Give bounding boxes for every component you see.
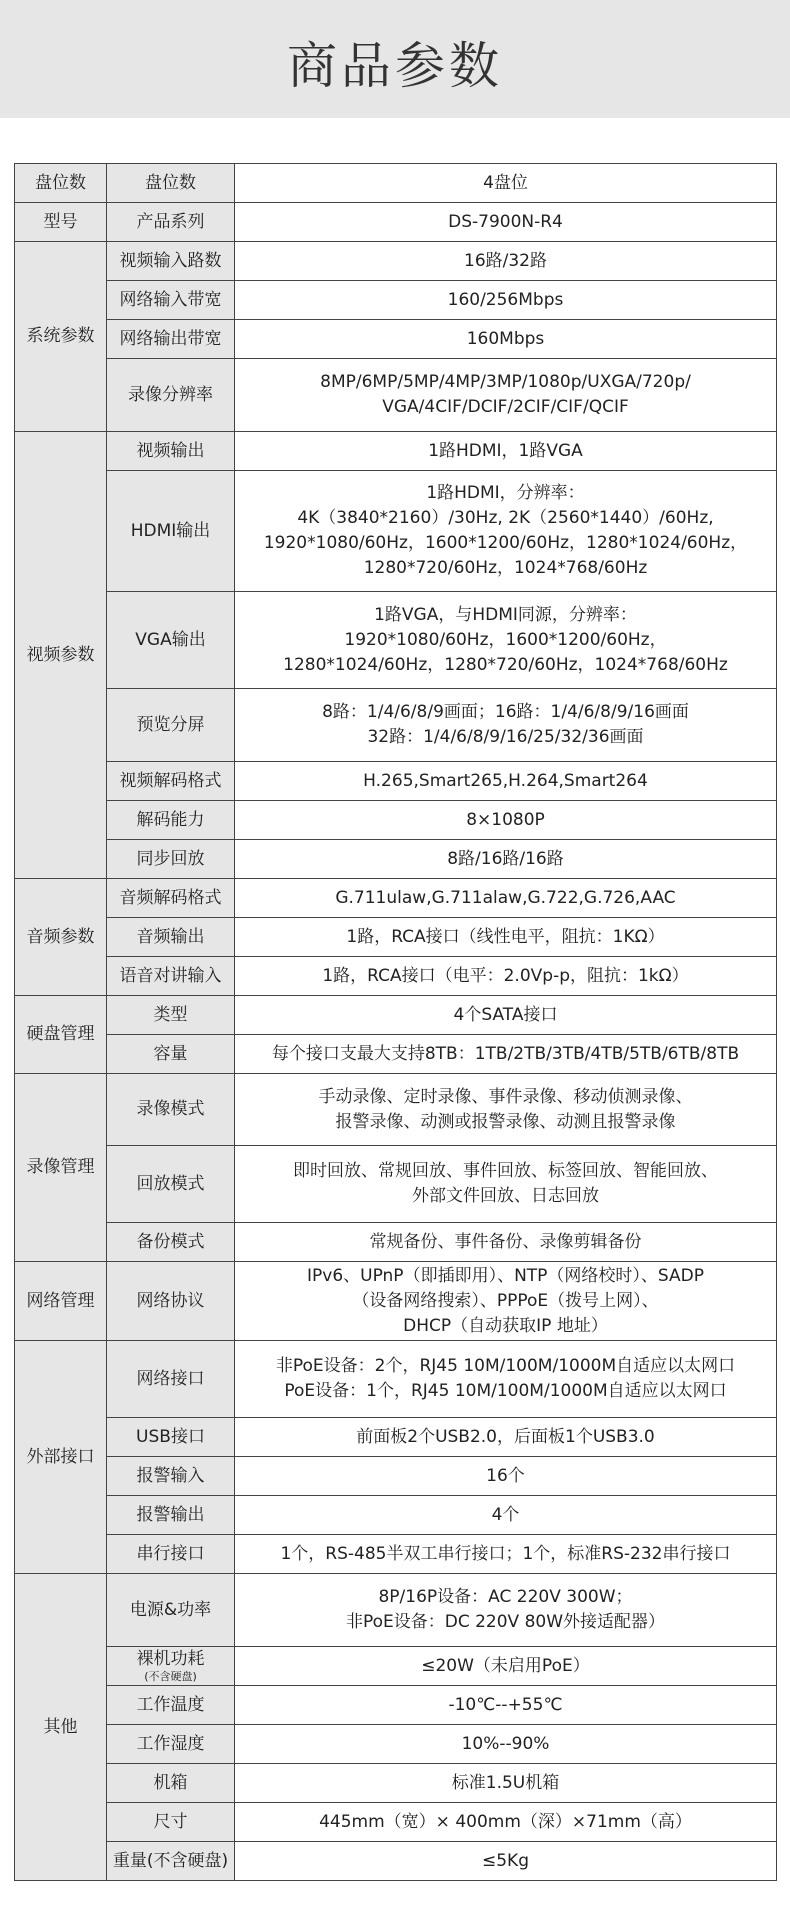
param-label-cell [107, 1764, 235, 1803]
param-value-cell [235, 359, 777, 432]
param-label: 工作温度 [136, 1694, 205, 1715]
param-label: 音频输出 [136, 926, 205, 947]
table-row [15, 840, 777, 879]
page-title: 商品参数 [287, 37, 503, 95]
param-value-line: 10%--90% [461, 1733, 550, 1754]
param-value-cell [235, 1496, 777, 1535]
param-value-cell [235, 1842, 777, 1881]
param-value-line: 8路/16路/16路 [447, 848, 564, 869]
param-value-line: 手动录像、定时录像、事件录像、移动侦测录像、 [318, 1086, 693, 1107]
category-cell: 网络管理 [15, 1262, 107, 1341]
param-value-cell [235, 1341, 777, 1418]
param-value-line: 1路VGA，与HDMI同源，分辨率： [374, 604, 637, 625]
param-label-cell [107, 918, 235, 957]
table-row [15, 320, 777, 359]
param-value-line: 8P/16P设备：AC 220V 300W； [378, 1587, 633, 1607]
param-value-line: H.265,Smart265,H.264,Smart264 [363, 770, 648, 791]
table-row [15, 1803, 777, 1842]
param-value-line: 1路HDMI，1路VGA [428, 440, 583, 461]
table-row [15, 359, 777, 432]
param-label: 工作湿度 [136, 1733, 205, 1754]
param-label-cell [107, 1341, 235, 1418]
param-label: 电源&功率 [129, 1599, 212, 1620]
category-cell: 型号 [15, 203, 107, 242]
param-label: 视频输出 [136, 440, 205, 461]
param-value-cell [235, 1803, 777, 1842]
param-value-cell [235, 1647, 777, 1686]
param-value-cell [235, 1725, 777, 1764]
param-value-line: 4K（3840*2160）/30Hz, 2K（2560*1440）/60Hz, [297, 508, 714, 528]
table-row [15, 242, 777, 281]
param-value-line: 1路HDMI，分辨率： [426, 483, 585, 503]
param-value-line: 报警录像、动测或报警录像、动测且报警录像 [335, 1111, 676, 1132]
param-label: VGA输出 [135, 629, 206, 650]
param-label: 视频解码格式 [119, 770, 222, 791]
param-value-line: 32路：1/4/6/8/9/16/25/32/36画面 [367, 727, 644, 747]
table-row [15, 1418, 777, 1457]
param-label-cell [107, 1074, 235, 1146]
param-value-line: （设备网络搜索）、PPPoE（拨号上网）、 [352, 1290, 659, 1311]
param-value-line: G.711ulaw,G.711alaw,G.722,G.726,AAC [335, 887, 676, 908]
table-row [15, 1647, 777, 1686]
param-label-cell [107, 164, 235, 203]
param-value-line: 1920*1080/60Hz，1600*1200/60Hz， [344, 629, 667, 650]
param-value-cell [235, 879, 777, 918]
table-row [15, 1457, 777, 1496]
param-value-line: ≤20W（未启用PoE） [421, 1655, 590, 1676]
param-label-cell [107, 281, 235, 320]
param-value-cell [235, 1686, 777, 1725]
param-label: HDMI输出 [130, 520, 211, 541]
param-label: 录像模式 [136, 1099, 205, 1119]
param-value-line: 非PoE设备：2个，RJ45 10M/100M/1000M自适应以太网口 [275, 1356, 736, 1376]
table-row [15, 1146, 777, 1223]
param-label: 类型 [153, 1004, 188, 1025]
param-sublabel: (不含硬盘) [144, 1670, 197, 1683]
param-value-line: 外部文件回放、日志回放 [412, 1186, 599, 1206]
param-label-cell [107, 242, 235, 281]
param-value-cell [235, 689, 777, 762]
table-row [15, 1725, 777, 1764]
param-value-line: 非PoE设备：DC 220V 80W外接适配器） [345, 1612, 666, 1632]
param-value-cell [235, 281, 777, 320]
table-row [15, 1686, 777, 1725]
param-value-line: 445mm（宽）× 400mm（深）×71mm（高） [319, 1811, 692, 1832]
param-value-cell [235, 840, 777, 879]
param-label-cell [107, 359, 235, 432]
param-label-cell [107, 957, 235, 996]
param-label: 裸机功耗 [136, 1649, 205, 1669]
param-value-line: 16路/32路 [464, 250, 547, 271]
param-value-line: IPv6、UPnP（即插即用）、NTP（网络校时）、SADP [307, 1265, 704, 1286]
param-value-line: 每个接口支最大支持8TB：1TB/2TB/3TB/4TB/5TB/6TB/8TB [271, 1043, 740, 1064]
table-row [15, 203, 777, 242]
param-label-cell [107, 1686, 235, 1725]
param-value-cell [235, 203, 777, 242]
param-value-line: 16个 [486, 1465, 525, 1486]
param-label-cell [107, 996, 235, 1035]
table-row [15, 1223, 777, 1262]
param-value-line: 1920*1080/60Hz，1600*1200/60Hz，1280*1024/60Hz， [263, 533, 748, 553]
param-label-cell [107, 1647, 235, 1686]
param-value-cell [235, 1262, 777, 1341]
param-value-line: 标准1.5U机箱 [451, 1772, 560, 1793]
table-row [15, 1074, 777, 1146]
param-label: 网络输出带宽 [119, 328, 222, 349]
param-label: 产品系列 [136, 211, 205, 232]
param-label: 报警输出 [136, 1504, 205, 1525]
table-row [15, 689, 777, 762]
param-value-cell [235, 320, 777, 359]
param-value-cell [235, 918, 777, 957]
param-label-cell [107, 689, 235, 762]
param-value-cell [235, 996, 777, 1035]
category-cell: 系统参数 [15, 242, 107, 432]
category-cell: 硬盘管理 [15, 996, 107, 1074]
param-label: 解码能力 [136, 809, 205, 830]
table-row [15, 918, 777, 957]
param-label: 回放模式 [136, 1173, 205, 1194]
param-value-cell [235, 957, 777, 996]
param-label-cell [107, 1035, 235, 1074]
param-value-cell [235, 1418, 777, 1457]
param-label: 机箱 [153, 1772, 188, 1793]
param-value-cell [235, 242, 777, 281]
param-value-line: 4个 [491, 1504, 520, 1525]
param-value-line: 前面板2个USB2.0，后面板1个USB3.0 [356, 1426, 655, 1447]
param-label-cell [107, 592, 235, 689]
table-row [15, 1535, 777, 1574]
param-label-cell [107, 1535, 235, 1574]
param-label-cell [107, 1146, 235, 1223]
param-label: 预览分屏 [136, 714, 205, 735]
page-header [0, 0, 790, 118]
param-label-cell [107, 762, 235, 801]
table-row [15, 879, 777, 918]
param-label: USB接口 [136, 1426, 205, 1447]
param-label: 容量 [153, 1043, 188, 1064]
param-label: 网络输入带宽 [119, 289, 222, 310]
param-value-cell [235, 1574, 777, 1647]
param-label-cell [107, 1725, 235, 1764]
param-label: 网络协议 [136, 1290, 205, 1311]
param-value-cell [235, 762, 777, 801]
table-row [15, 996, 777, 1035]
category-cell: 录像管理 [15, 1074, 107, 1262]
param-label-cell [107, 1842, 235, 1881]
param-label-cell [107, 1418, 235, 1457]
table-row [15, 801, 777, 840]
param-label-cell [107, 432, 235, 471]
param-value-line: 8路：1/4/6/8/9画面；16路：1/4/6/8/9/16画面 [322, 702, 689, 722]
spec-table [14, 163, 777, 1881]
param-label: 视频输入路数 [119, 250, 222, 271]
param-value-line: 160/256Mbps [447, 289, 564, 310]
param-value-cell [235, 432, 777, 471]
param-value-cell [235, 1223, 777, 1262]
param-value-cell [235, 1035, 777, 1074]
table-row [15, 1262, 777, 1341]
param-value-cell [235, 1457, 777, 1496]
param-value-line: 1280*720/60Hz，1024*768/60Hz [363, 558, 648, 578]
table-row [15, 471, 777, 592]
param-value-line: DS-7900N-R4 [448, 211, 563, 232]
table-row [15, 1341, 777, 1418]
param-label-cell [107, 840, 235, 879]
param-label: 同步回放 [136, 848, 205, 869]
param-label-cell [107, 1457, 235, 1496]
param-value-cell [235, 592, 777, 689]
param-label-cell [107, 203, 235, 242]
param-value-line: ≤5Kg [482, 1850, 529, 1871]
param-label-cell [107, 879, 235, 918]
param-value-line: 即时回放、常规回放、事件回放、标签回放、智能回放、 [293, 1161, 718, 1181]
category-cell: 其他 [15, 1574, 107, 1881]
param-value-line: DHCP（自动获取IP 地址） [403, 1315, 608, 1336]
table-row [15, 1574, 777, 1647]
param-label-cell [107, 1496, 235, 1535]
table-row [15, 762, 777, 801]
param-label-cell [107, 1223, 235, 1262]
param-value-line: PoE设备：1个，RJ45 10M/100M/1000M自适应以太网口 [284, 1381, 727, 1401]
param-value-line: 8×1080P [466, 809, 545, 830]
param-label: 录像分辨率 [128, 384, 213, 405]
param-value-cell [235, 1764, 777, 1803]
table-row [15, 592, 777, 689]
param-label-cell [107, 1262, 235, 1341]
param-value-line: 160Mbps [466, 328, 545, 349]
param-label: 语音对讲输入 [119, 965, 222, 986]
param-label: 尺寸 [153, 1811, 188, 1832]
param-value-line: -10℃--+55℃ [448, 1694, 563, 1715]
table-row [15, 1496, 777, 1535]
table-row [15, 1764, 777, 1803]
param-value-line: 4个SATA接口 [453, 1004, 558, 1025]
table-row [15, 164, 777, 203]
param-value-line: 1路，RCA接口（电平：2.0Vp-p，阻抗：1kΩ） [322, 965, 689, 986]
param-label-cell [107, 1574, 235, 1647]
param-label: 网络接口 [136, 1368, 205, 1389]
param-value-line: VGA/4CIF/DCIF/2CIF/CIF/QCIF [382, 397, 629, 417]
param-value-line: 1个，RS-485半双工串行接口；1个，标准RS-232串行接口 [280, 1543, 731, 1564]
param-value-cell [235, 1146, 777, 1223]
param-value-cell [235, 801, 777, 840]
param-label: 串行接口 [136, 1543, 205, 1564]
table-row [15, 432, 777, 471]
param-value-line: 常规备份、事件备份、录像剪辑备份 [369, 1231, 642, 1252]
param-label: 报警输入 [136, 1465, 205, 1486]
table-row [15, 957, 777, 996]
param-value-cell [235, 1535, 777, 1574]
category-cell: 盘位数 [15, 164, 107, 203]
category-cell: 视频参数 [15, 432, 107, 879]
param-value-cell [235, 1074, 777, 1146]
param-label: 音频解码格式 [119, 887, 222, 908]
param-value-line: 4盘位 [483, 172, 528, 193]
table-row [15, 1035, 777, 1074]
category-cell: 外部接口 [15, 1341, 107, 1574]
category-cell: 音频参数 [15, 879, 107, 996]
table-row [15, 281, 777, 320]
param-label: 盘位数 [145, 172, 196, 193]
param-label: 备份模式 [136, 1231, 205, 1252]
table-row [15, 1842, 777, 1881]
param-label-cell [107, 1803, 235, 1842]
param-label-cell [107, 320, 235, 359]
param-label-cell [107, 471, 235, 592]
param-value-line: 8MP/6MP/5MP/4MP/3MP/1080p/UXGA/720p/ [320, 372, 691, 392]
param-value-cell [235, 164, 777, 203]
param-value-line: 1280*1024/60Hz，1280*720/60Hz，1024*768/60Hz [283, 654, 728, 675]
param-label-cell [107, 801, 235, 840]
param-value-line: 1路，RCA接口（线性电平，阻抗：1KΩ） [346, 926, 665, 947]
param-value-cell [235, 471, 777, 592]
param-label: 重量(不含硬盘) [112, 1850, 229, 1871]
spec-table-body [15, 164, 777, 1881]
